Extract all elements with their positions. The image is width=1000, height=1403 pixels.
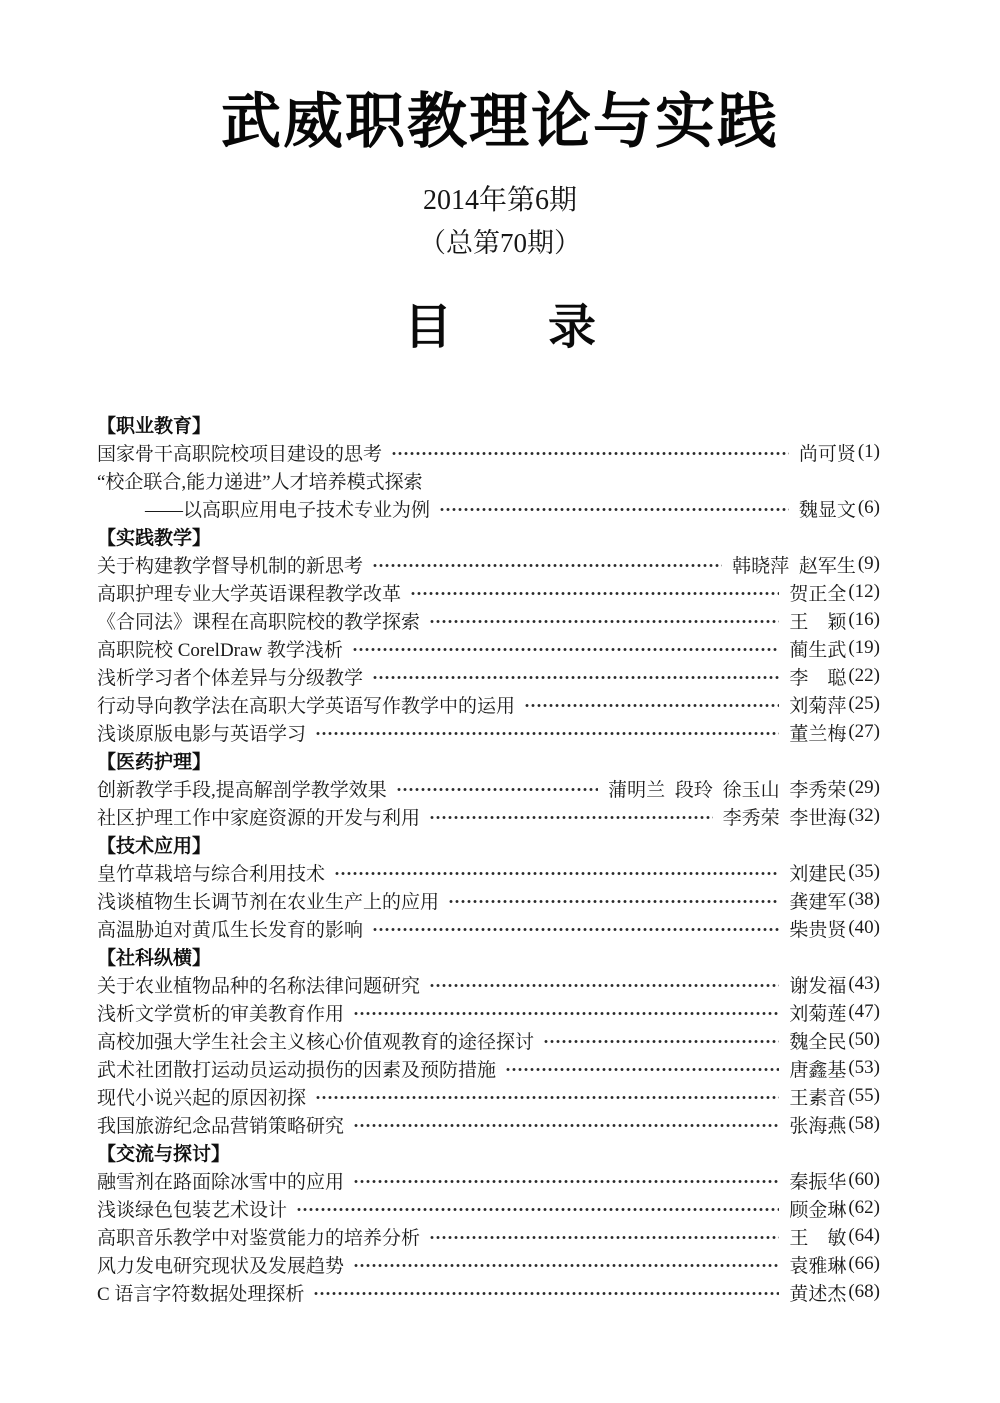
entry-page-number: (29) xyxy=(848,777,880,798)
entry-title: “校企联合,能力递进”人才培养模式探索 xyxy=(97,471,423,493)
section-entries xyxy=(97,774,880,830)
toc-entry xyxy=(97,662,880,690)
entry-title: 浅析文学赏析的审美教育作用 xyxy=(97,1003,345,1025)
entry-page-number: (38) xyxy=(848,889,880,910)
entry-page-number: (68) xyxy=(848,1281,880,1302)
entry-page-number: (60) xyxy=(848,1169,880,1190)
section-header: 【职业教育】 xyxy=(97,415,212,437)
entry-authors: 张海燕 xyxy=(789,1115,847,1137)
entry-page-number: (35) xyxy=(848,861,880,882)
dot-leader xyxy=(316,1096,779,1099)
toc-entry xyxy=(97,1026,880,1054)
entry-page-number: (25) xyxy=(848,693,880,714)
entry-authors: 蒲明兰 段玲 徐玉山 李秀荣 xyxy=(608,779,847,801)
entry-page-number: (43) xyxy=(848,973,880,994)
entry-page-number: (19) xyxy=(848,637,880,658)
entry-title: 关于构建教学督导机制的新思考 xyxy=(97,555,364,577)
dot-leader xyxy=(335,872,779,875)
entry-authors: 柴贵贤 xyxy=(789,919,847,941)
toc-section xyxy=(97,746,880,830)
entry-authors: 王 颖 xyxy=(789,611,847,633)
toc-entry xyxy=(97,970,880,998)
entry-authors: 董兰梅 xyxy=(789,723,847,745)
entry-authors: 韩晓萍 赵军生 xyxy=(732,555,856,577)
section-entries xyxy=(97,438,880,522)
toc-entry xyxy=(97,466,880,494)
section-entries xyxy=(97,1166,880,1306)
dot-leader xyxy=(354,1012,779,1015)
entry-title: 浅谈绿色包装艺术设计 xyxy=(97,1199,288,1221)
entry-authors: 刘菊莲 xyxy=(789,1003,847,1025)
entry-title: 国家骨干高职院校项目建设的思考 xyxy=(97,443,383,465)
entry-title: 皇竹草栽培与综合利用技术 xyxy=(97,863,326,885)
toc-entry xyxy=(97,494,880,522)
entry-authors: 贺正全 xyxy=(789,583,847,605)
entry-page-number: (27) xyxy=(848,721,880,742)
toc-section xyxy=(97,830,880,942)
section-header: 【技术应用】 xyxy=(97,835,212,857)
entry-page-number: (22) xyxy=(848,665,880,686)
entry-authors: 蔺生武 xyxy=(789,639,847,661)
toc-entry xyxy=(97,606,880,634)
entry-page-number: (58) xyxy=(848,1113,880,1134)
entry-authors: 魏全民 xyxy=(789,1031,847,1053)
toc-entry xyxy=(97,1166,880,1194)
entry-page-number: (47) xyxy=(848,1001,880,1022)
entry-title: 浅谈原版电影与英语学习 xyxy=(97,723,307,745)
toc-entry xyxy=(97,634,880,662)
entry-page-number: (32) xyxy=(848,805,880,826)
section-entries xyxy=(97,858,880,942)
entry-title: 风力发电研究现状及发展趋势 xyxy=(97,1255,345,1277)
entry-authors: 唐鑫基 xyxy=(789,1059,847,1081)
dot-leader xyxy=(297,1208,779,1211)
entry-page-number: (1) xyxy=(857,441,880,462)
entry-authors: 刘菊萍 xyxy=(789,695,847,717)
section-header: 【医药护理】 xyxy=(97,751,212,773)
entry-page-number: (50) xyxy=(848,1029,880,1050)
toc-entry xyxy=(97,858,880,886)
entry-authors: 谢发福 xyxy=(789,975,847,997)
entry-title: 武术社团散打运动员运动损伤的因素及预防措施 xyxy=(97,1059,497,1081)
toc-list xyxy=(97,410,880,1306)
dot-leader xyxy=(354,1180,779,1183)
entry-title: 融雪剂在路面除冰雪中的应用 xyxy=(97,1171,345,1193)
toc-entry xyxy=(97,1194,880,1222)
entry-authors: 黄述杰 xyxy=(789,1283,847,1305)
entry-authors: 李 聪 xyxy=(789,667,847,689)
dot-leader xyxy=(373,676,779,679)
section-entries xyxy=(97,550,880,746)
toc-entry xyxy=(97,1110,880,1138)
section-header: 【社科纵横】 xyxy=(97,947,212,969)
dot-leader xyxy=(440,508,789,511)
toc-entry xyxy=(97,1054,880,1082)
entry-page-number: (6) xyxy=(857,497,880,518)
dot-leader xyxy=(353,648,779,651)
toc-entry xyxy=(97,802,880,830)
entry-page-number: (66) xyxy=(848,1253,880,1274)
dot-leader xyxy=(449,900,779,903)
toc-entry xyxy=(97,998,880,1026)
dot-leader xyxy=(430,816,713,819)
entry-title: ——以高职应用电子技术专业为例 xyxy=(145,499,431,521)
dot-leader xyxy=(392,452,789,455)
dot-leader xyxy=(354,1124,779,1127)
dot-leader xyxy=(525,704,779,707)
entry-page-number: (40) xyxy=(848,917,880,938)
entry-title: 高温胁迫对黄瓜生长发育的影响 xyxy=(97,919,364,941)
toc-entry xyxy=(97,578,880,606)
entry-authors: 刘建民 xyxy=(789,863,847,885)
dot-leader xyxy=(316,732,779,735)
toc-heading: 目 录 xyxy=(403,301,596,354)
dot-leader xyxy=(506,1068,779,1071)
entry-authors: 魏显文 xyxy=(798,499,856,521)
entry-title: 现代小说兴起的原因初探 xyxy=(97,1087,307,1109)
entry-page-number: (16) xyxy=(848,609,880,630)
entry-page-number: (12) xyxy=(848,581,880,602)
toc-entry xyxy=(97,1082,880,1110)
toc-entry xyxy=(97,774,880,802)
entry-authors: 袁雅琳 xyxy=(789,1255,847,1277)
issue-number-line: 2014年第6期 xyxy=(422,185,577,216)
toc-section xyxy=(97,942,880,1138)
entry-title: 社区护理工作中家庭资源的开发与利用 xyxy=(97,807,421,829)
dot-leader xyxy=(397,788,598,791)
entry-title: 关于农业植物品种的名称法律问题研究 xyxy=(97,975,421,997)
dot-leader xyxy=(373,564,722,567)
toc-section xyxy=(97,522,880,746)
entry-title: 《合同法》课程在高职院校的教学探索 xyxy=(97,611,421,633)
dot-leader xyxy=(430,1236,779,1239)
cumulative-issue-line: （总第70期） xyxy=(419,228,581,258)
journal-title: 武威职教理论与实践 xyxy=(221,89,779,155)
entry-title: 行动导向教学法在高职大学英语写作教学中的运用 xyxy=(97,695,516,717)
toc-section xyxy=(97,1138,880,1306)
entry-title: 高职音乐教学中对鉴赏能力的培养分析 xyxy=(97,1227,421,1249)
entry-authors: 顾金琳 xyxy=(789,1199,847,1221)
entry-authors: 王素音 xyxy=(789,1087,847,1109)
dot-leader xyxy=(354,1264,779,1267)
toc-entry xyxy=(97,1250,880,1278)
toc-entry xyxy=(97,438,880,466)
entry-authors: 秦振华 xyxy=(789,1171,847,1193)
toc-entry xyxy=(97,690,880,718)
toc-entry xyxy=(97,718,880,746)
dot-leader xyxy=(544,1040,779,1043)
entry-authors: 尚可贤 xyxy=(798,443,856,465)
dot-leader xyxy=(430,984,779,987)
entry-page-number: (9) xyxy=(857,553,880,574)
dot-leader xyxy=(411,592,779,595)
toc-entry xyxy=(97,886,880,914)
entry-title: 浅谈植物生长调节剂在农业生产上的应用 xyxy=(97,891,440,913)
entry-title: 高校加强大学生社会主义核心价值观教育的途径探讨 xyxy=(97,1031,535,1053)
section-entries xyxy=(97,970,880,1138)
entry-title: 高职护理专业大学英语课程教学改革 xyxy=(97,583,402,605)
entry-page-number: (62) xyxy=(848,1197,880,1218)
section-header: 【实践教学】 xyxy=(97,527,212,549)
toc-entry xyxy=(97,550,880,578)
dot-leader xyxy=(314,1292,779,1295)
entry-title: C 语言字符数据处理探析 xyxy=(97,1283,305,1305)
toc-entry xyxy=(97,1278,880,1306)
toc-entry xyxy=(97,1222,880,1250)
entry-title: 浅析学习者个体差异与分级教学 xyxy=(97,667,364,689)
toc-entry xyxy=(97,914,880,942)
entry-page-number: (55) xyxy=(848,1085,880,1106)
entry-page-number: (53) xyxy=(848,1057,880,1078)
entry-authors: 龚建军 xyxy=(789,891,847,913)
entry-title: 我国旅游纪念品营销策略研究 xyxy=(97,1115,345,1137)
entry-title: 高职院校 CorelDraw 教学浅析 xyxy=(97,639,343,661)
dot-leader xyxy=(430,620,779,623)
toc-section xyxy=(97,410,880,522)
entry-authors: 李秀荣 李世海 xyxy=(722,807,847,829)
entry-title: 创新教学手段,提高解剖学教学效果 xyxy=(97,779,387,801)
dot-leader xyxy=(373,928,779,931)
entry-authors: 王 敏 xyxy=(789,1227,847,1249)
section-header: 【交流与探讨】 xyxy=(97,1143,231,1165)
entry-page-number: (64) xyxy=(848,1225,880,1246)
